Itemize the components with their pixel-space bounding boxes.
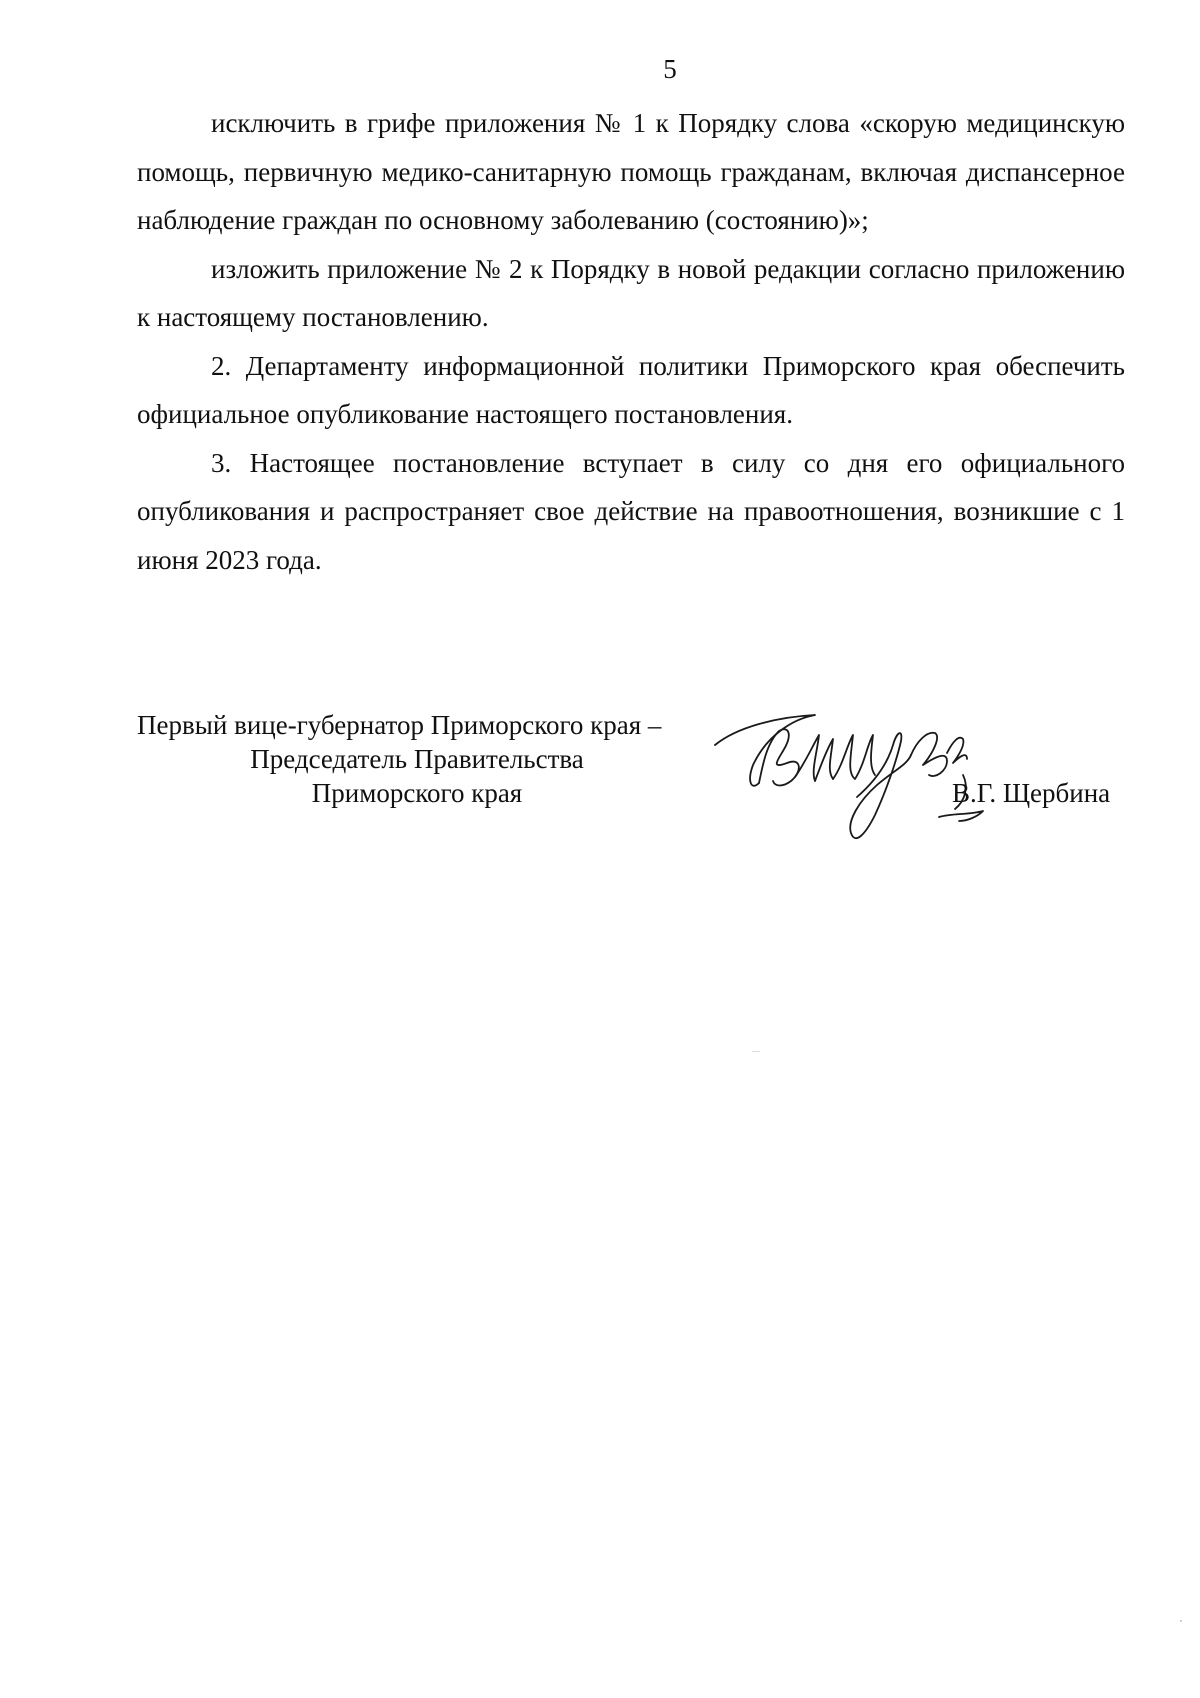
paragraph-publication: 2. Департаменту информационной политики Приморского края обеспечить официальное опубликование настоящего постановления. xyxy=(137,350,1125,429)
signatory-position-line2: Председатель Правительства xyxy=(250,744,584,774)
paragraph-appendix-2: изложить приложение № 2 к Порядку в новой редакции согласно приложению к настоящему постановлению. xyxy=(137,253,1125,332)
signatory-position xyxy=(137,708,697,810)
signatory-position-line1: Первый вице-губернатор Приморского края – xyxy=(137,710,662,740)
scan-artifact xyxy=(1180,1620,1182,1622)
paragraph-entry-into-force: 3. Настоящее постановление вступает в силу со дня его официального опубликования и распространяет свое действие на правоотношения, возникшие с 1 июня 2023 года. xyxy=(137,447,1125,575)
page-number: 5 xyxy=(663,54,677,84)
signature-block xyxy=(137,708,1127,868)
signatory-position-line3: Приморского края xyxy=(311,778,523,808)
scan-artifact xyxy=(752,1051,760,1052)
document-body xyxy=(137,99,1125,584)
paragraph-exclude-words: исключить в грифе приложения № 1 к Порядку слова «скорую медицинскую помощь, первичную медико-санитарную помощь гражданам, включая диспансерное наблюдение граждан по основному заболеванию (состоянию)»; xyxy=(137,108,1125,235)
signatory-name: В.Г. Щербина xyxy=(952,778,1111,808)
